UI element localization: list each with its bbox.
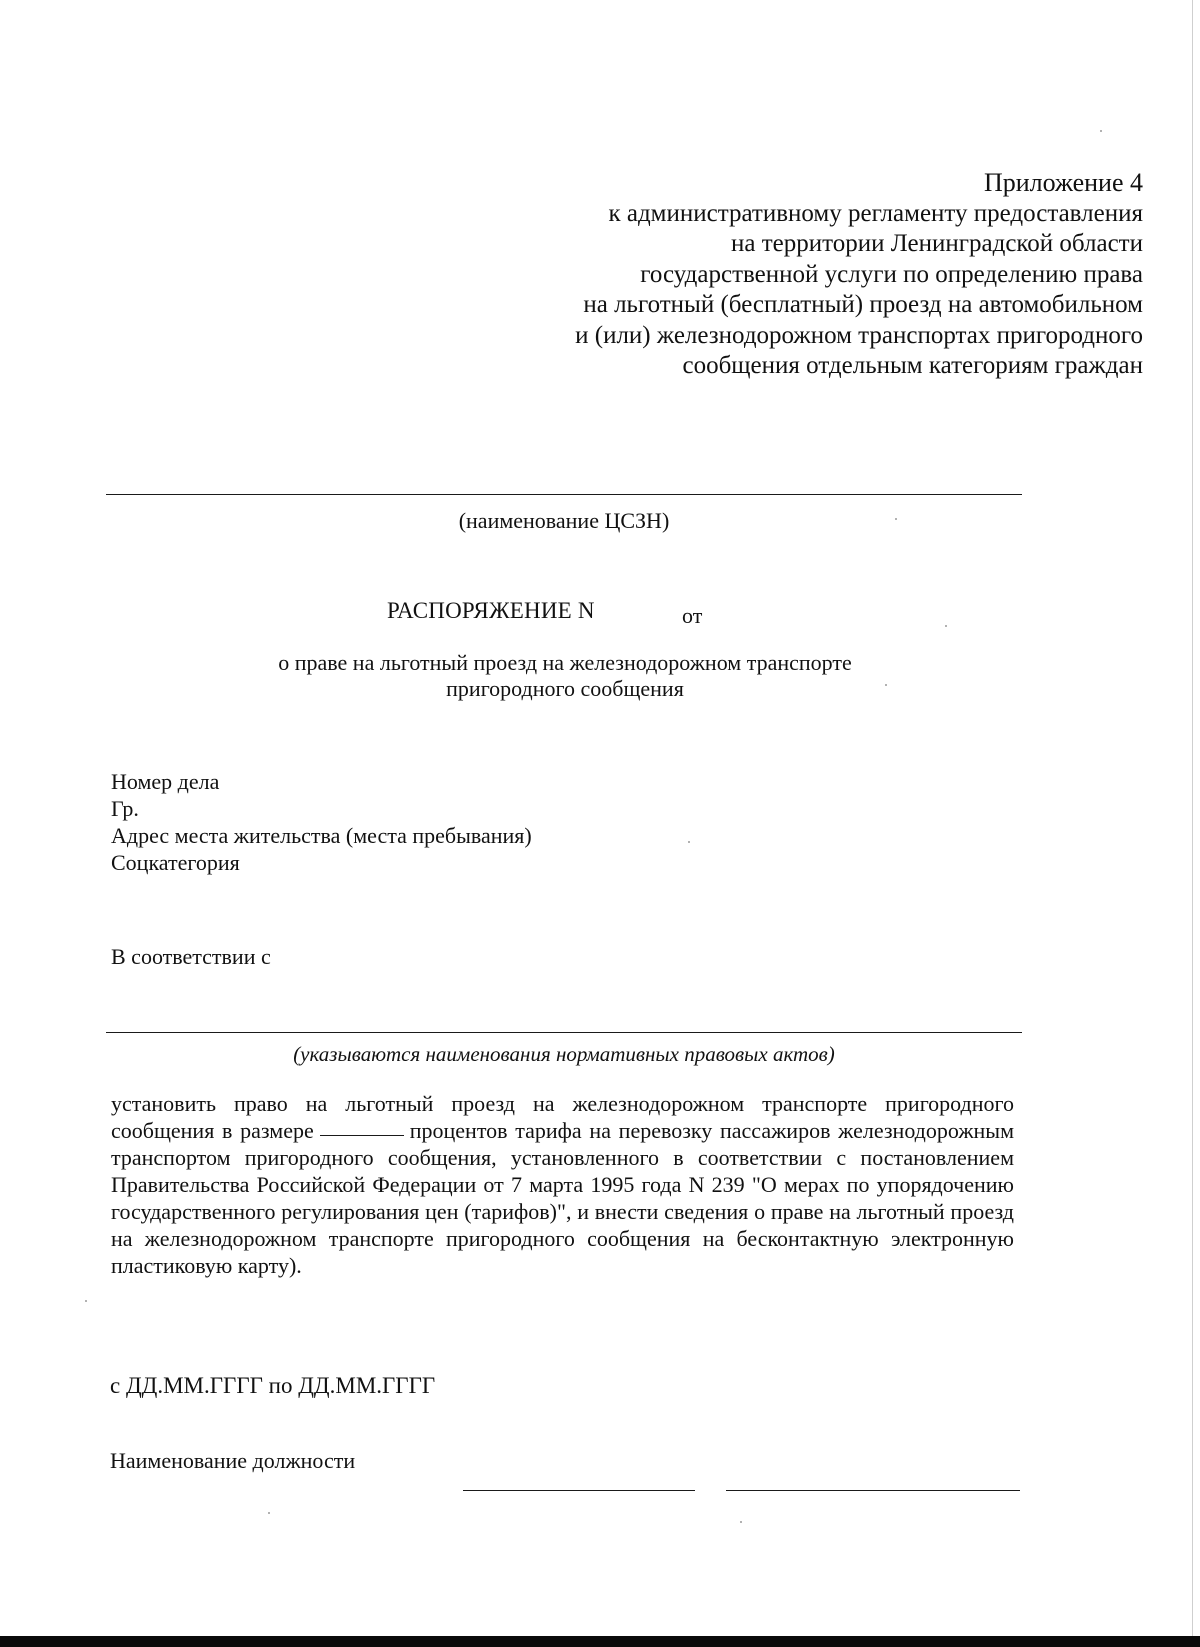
appendix-line: государственной услуги по определению права (640, 260, 1143, 288)
subject-line: о праве на льготный проезд на железнодорожном транспорте (278, 650, 852, 675)
name-line (726, 1490, 1020, 1491)
address-label: Адрес места жительства (места пребывания) (111, 823, 532, 848)
appendix-line: и (или) железнодорожном транспортах пригородного (575, 321, 1143, 349)
scan-speck (885, 684, 887, 686)
order-body (111, 1090, 1014, 1279)
scan-speck (1100, 130, 1102, 132)
body-part-2: процентов тарифа на перевозку пассажиров железнодорожным транспортом пригородного сообщения, установленного в соответствии с постановлением Правительства Российской Федерации от 7 марта 1995 года N 239 "О мерах по упорядочению государственного регулирования цен (тарифов)", и внести сведения о праве на льготный проезд на железнодорожном транспорте пригородного сообщения на бесконтактную электронную пластиковую карту). (111, 1118, 1015, 1278)
appendix-line: к административному регламенту предоставления (608, 199, 1143, 227)
acts-caption: (указываются наименования нормативных правовых актов) (293, 1042, 835, 1066)
appendix-title: Приложение 4 (983, 168, 1143, 197)
scan-speck (688, 841, 690, 843)
subject-line: пригородного сообщения (446, 676, 684, 701)
appendix-line: сообщения отдельным категориям граждан (682, 352, 1143, 379)
appendix-line: на территории Ленинградской области (731, 230, 1143, 257)
acts-line (106, 1032, 1022, 1033)
percent-blank (320, 1134, 404, 1136)
body-part-1: установить право на льготный проезд на железнодорожном транспорте пригородного сообщения в размере (111, 1091, 1014, 1143)
organization-caption: (наименование ЦСЗН) (458, 508, 670, 533)
scan-speck (268, 1512, 270, 1514)
validity-period: с ДД.ММ.ГГГГ по ДД.ММ.ГГГГ (110, 1373, 436, 1398)
scan-speck (895, 518, 897, 520)
position-name-label: Наименование должности (110, 1448, 356, 1473)
accordance-label: В соответствии с (111, 944, 271, 969)
signature-line (463, 1490, 695, 1491)
scan-edge-line (1192, 0, 1193, 1647)
order-title: РАСПОРЯЖЕНИЕ N (387, 598, 595, 623)
order-subject (230, 650, 900, 702)
citizen-label: Гр. (111, 796, 139, 821)
order-from-label: от (682, 603, 703, 628)
appendix-line: на льготный (бесплатный) проезд на автомобильном (583, 291, 1143, 318)
organization-name-line (106, 494, 1022, 495)
person-fields (111, 768, 532, 876)
social-category-label: Соцкатегория (111, 850, 240, 875)
scan-speck (740, 1521, 742, 1523)
scan-bottom-edge (0, 1636, 1200, 1647)
appendix-header (420, 168, 1143, 382)
case-number-label: Номер дела (111, 769, 220, 794)
scan-speck (945, 625, 947, 627)
scan-speck (85, 1300, 87, 1302)
